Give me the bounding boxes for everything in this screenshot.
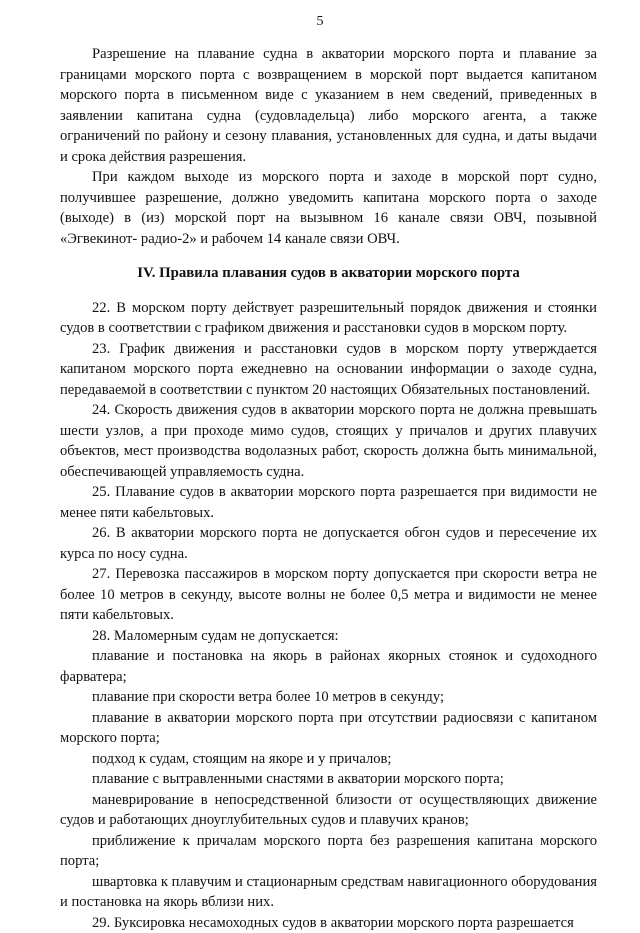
paragraph-22: 22. В морском порту действует разрешительный порядок движения и стоянки судов в соответствии с графиком движения и расстановки судов в морском порту. xyxy=(60,298,597,339)
paragraph: Разрешение на плавание судна в акватории морского порта и плавание за границами морского порта с возвращением в морской порт выдается капитаном морского порта в письменном виде с указанием в нем сведений, приведенных в заявлении капитана судна (судовладельца) либо морского агента, а также ограничений по району и сезону плавания, установленных для судна, и даты выдачи и срока действия разрешения. xyxy=(60,44,597,167)
paragraph-26: 26. В акватории морского порта не допускается обгон судов и пересечение их курса по носу судна. xyxy=(60,523,597,564)
paragraph-29: 29. Буксировка несамоходных судов в акватории морского порта разрешается xyxy=(60,913,597,933)
list-item: подход к судам, стоящим на якоре и у причалов; xyxy=(60,749,597,770)
paragraph-24: 24. Скорость движения судов в акватории морского порта не должна превышать шести узлов, а при проходе мимо судов, стоящих у причалов и других плавучих объектов, мест производства водолазных работ, скорость должна быть минимальной, обеспечивающей управляемость судна. xyxy=(60,400,597,482)
list-item: приближение к причалам морского порта без разрешения капитана морского порта; xyxy=(60,831,597,872)
page-number: 5 xyxy=(0,14,640,30)
list-item: плавание с вытравленными снастями в акватории морского порта; xyxy=(60,769,597,790)
paragraph-23: 23. График движения и расстановки судов в морском порту утверждается капитаном морского порта ежедневно на основании информации о заходе судна, передаваемой в соответствии с пунктом 20 настоящих Обязательных постановлений. xyxy=(60,339,597,401)
paragraph-25: 25. Плавание судов в акватории морского порта разрешается при видимости не менее пяти кабельтовых. xyxy=(60,482,597,523)
paragraph-27: 27. Перевозка пассажиров в морском порту допускается при скорости ветра не более 10 метров в секунду, высоте волны не более 0,5 метра и видимости не менее пяти кабельтовых. xyxy=(60,564,597,626)
list-item: маневрирование в непосредственной близости от осуществляющих движение судов и работающих дноуглубительных судов и плавучих кранов; xyxy=(60,790,597,831)
paragraph-28: 28. Маломерным судам не допускается: xyxy=(60,626,597,647)
list-item: плавание и постановка на якорь в районах якорных стоянок и судоходного фарватера; xyxy=(60,646,597,687)
document-body xyxy=(60,44,597,933)
paragraph: При каждом выходе из морского порта и заходе в морской порт судно, получившее разрешение, должно уведомить капитана морского порта о заходе (выходе) в (из) морской порт на вызывном 16 канале связи ОВЧ, позывной «Эгвекинот- радио-2» и рабочем 14 канале связи ОВЧ. xyxy=(60,167,597,249)
list-item: плавание при скорости ветра более 10 метров в секунду; xyxy=(60,687,597,708)
list-item: швартовка к плавучим и стационарным средствам навигационного оборудования и постановка на якорь вблизи них. xyxy=(60,872,597,913)
list-item: плавание в акватории морского порта при отсутствии радиосвязи с капитаном морского порта; xyxy=(60,708,597,749)
section-heading: IV. Правила плавания судов в акватории морского порта xyxy=(60,263,597,284)
